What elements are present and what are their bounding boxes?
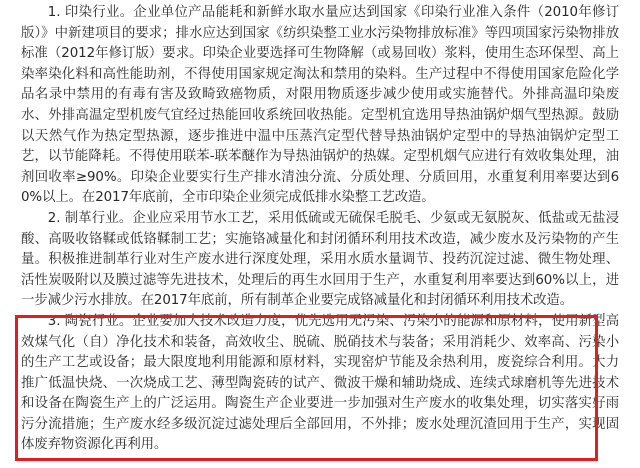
paragraph-ceramics-industry: 3. 陶瓷行业。企业要加大技术改造力度，优先选用无污染、污染小的能源和原材料，使用新型高效煤气化（自）净化技术和装备，高效收尘、脱硫、脱硝技术与装备；采用消耗少、效率高、污染小的生产工艺或设备；最大限度地利用能源和原材料，实现窑炉节能及余热利用，废瓷综合利用。大力推广低温快烧、一次烧成工艺、薄型陶瓷砖的试产、微波干燥和辅助烧成、连续式球磨机等先进技术和设备在陶瓷生产上的广泛运用。陶瓷生产企业要进一步加强对生产废水的收集处理，切实落实好雨污分流措施；生产废水经多级沉淀过滤处理后全部回用，不外排；废水处理沉渣回用于生产，实现固体废弃物资源化再利用。 [21, 313, 619, 453]
paragraph-leather-industry: 2. 制革行业。企业应采用节水工艺，采用低硫或无硫保毛脱毛、少氨或无氨脱灰、低盐或无盐浸酸、高吸收铬鞣或低铬鞣制工艺；实施铬减量化和封闭循环利用技术改造，减少废水及污染物的产生量。积极推进制革行业对生产废水进行深度处理，采用水质水量调节、投药沉淀过滤、微生物处理、活性炭吸附以及膜过滤等先进技术，处理后的再生水回用于生产，水重复利用率要达到60%以上，进一步减少污水排放。在2017年底前，所有制革企业要完成铬减量化和封闭循环利用技术改造。 [21, 210, 619, 309]
paragraph-printing-industry: 1. 印染行业。企业单位产品能耗和新鲜水取水量应达到国家《印染行业准入条件（2010年修订版）》中新建项目的要求；排水应达到国家《纺织染整工业水污染物排放标准》等四项国家污染物排放标准（2012年修订版）要求。印染企业要选择可生物降解（或易回收）浆料，使用生态环保型、高上染率染化料和高性能助剂，不得使用国家规定淘汰和禁用的染料。生产过程中不得使用国家危险化学品名录中禁用的有毒有害及致畸致癌物质，对限用物质逐步减少使用或实施替代。外排高温印染废水、外排高温定型机废气宜经过热能回收系统回收热能。定型机宜选用导热油锅炉烟气型热源。鼓励以天然气作为热定型热源，逐步推进中温中压蒸汽定型代替导热油锅炉定型中的导热油锅炉定型工艺，以节能降耗。不得使用联苯-联苯醚作为导热油锅炉的热媒。定型机烟气应进行有效收集处理，油剂回收率≥90%。印染企业要实行生产排水清浊分流、分质处理、分质回用，水重复利用率要达到60%以上。在2017年底前，全市印染企业须完成低排水染整工艺改造。 [21, 5, 619, 206]
